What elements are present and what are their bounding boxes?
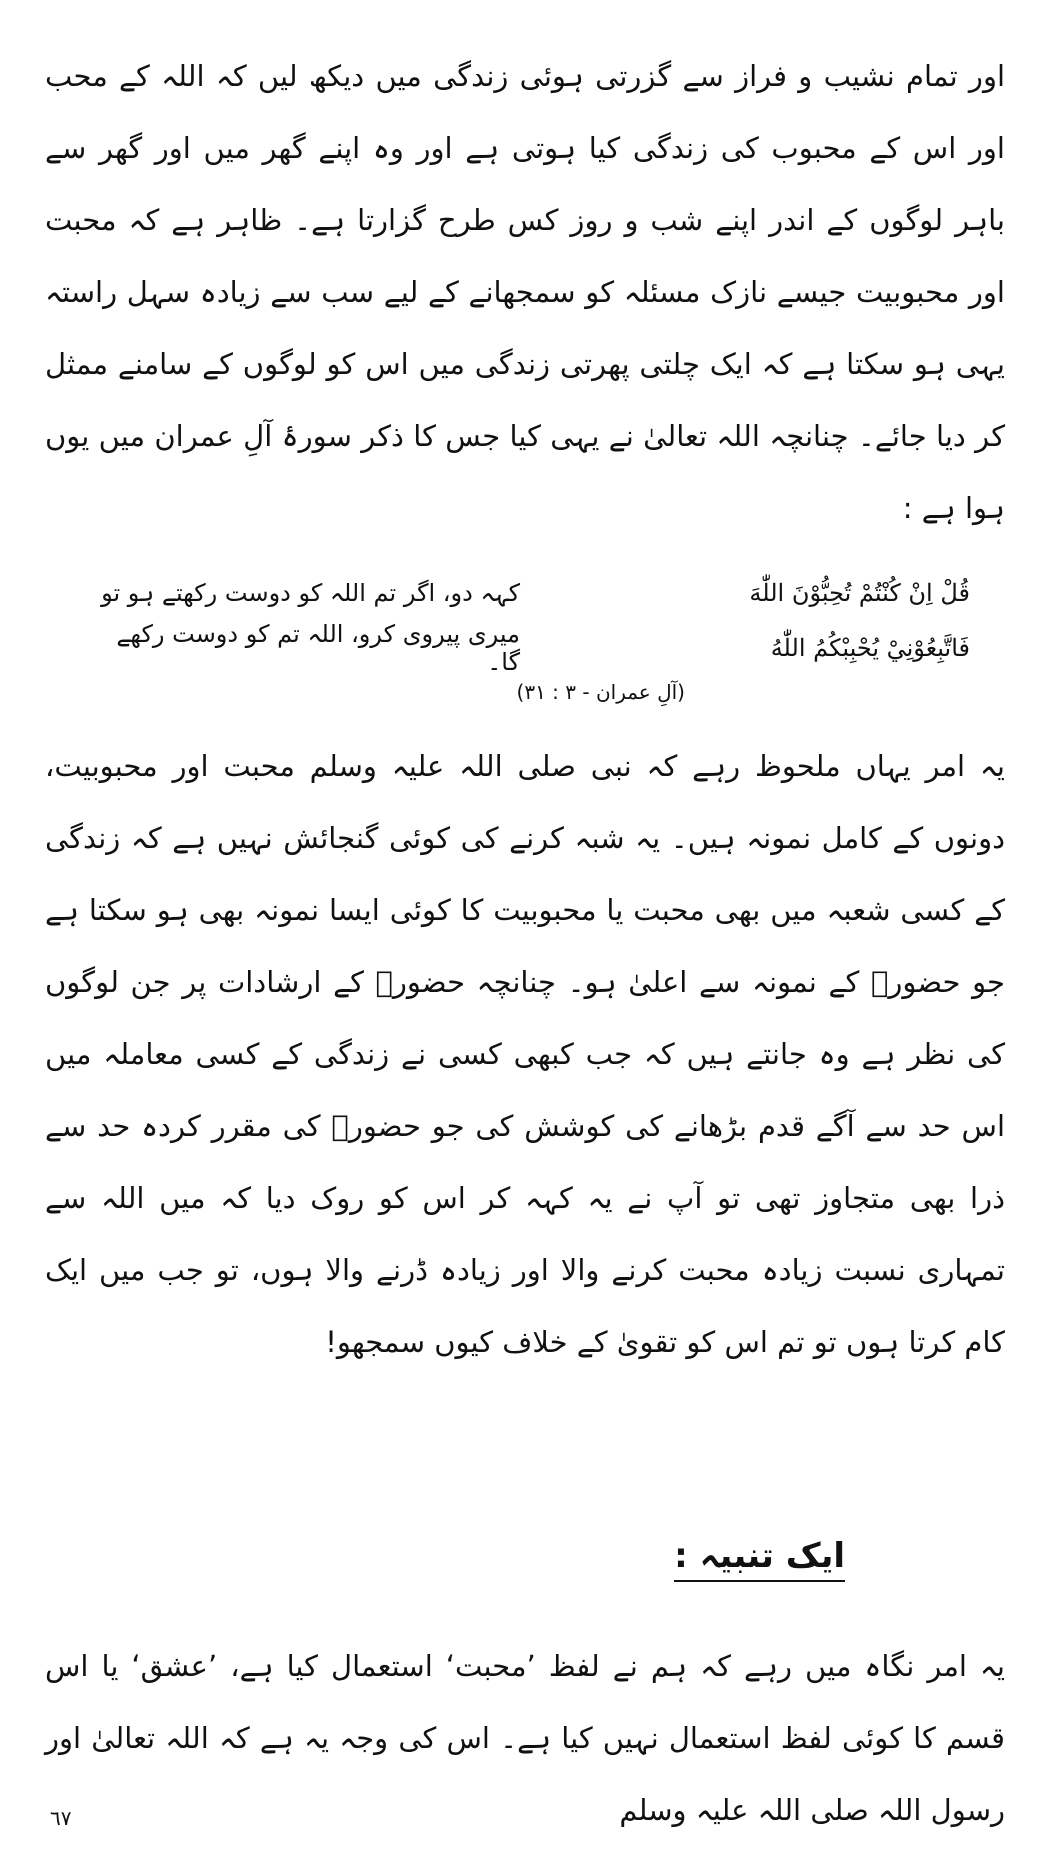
intro-paragraph: اور تمام نشیب و فراز سے گزرتی ہوئی زندگی میں دیکھ لیں کہ اللہ کے محب اور اس کے محبوب کی زندگی کیا ہوتی ہے اور وہ اپنے گھر میں اور گھر سے باہر لوگوں کے اندر اپنے شب و روز کس طرح گزارتا ہے۔ ظاہر ہے کہ محبت اور محبوبیت جیسے نازک مسئلہ کو سمجھانے کے لیے سب سے زیادہ سہل راستہ یہی ہو سکتا ہے کہ ایک چلتی پھرتی زندگی میں اس کو لوگوں کے سامنے ممثل کر دیا جائے۔ چنانچہ اللہ تعالیٰ نے یہی کیا جس کا ذکر سورۂ آلِ عمران میں یوں ہوا ہے : xyxy=(45,59,1005,525)
section-heading: ایک تنبیہ : xyxy=(674,1535,845,1582)
verse-arabic-2: فَاتَّبِعُوْنِيْ يُحْبِبْكُمُ اللّٰهُ xyxy=(770,633,970,662)
verse-row-1 xyxy=(90,565,970,620)
verse-arabic-1: قُلْ اِنْ كُنْتُمْ تُحِبُّوْنَ اللّٰهَ xyxy=(749,578,970,607)
verse-reference: (آلِ عمران - ۳ : ۳۱) xyxy=(516,680,685,704)
closing-paragraph: یہ امر نگاہ میں رہے کہ ہم نے لفظ ’محبت‘ استعمال کیا ہے، ’عشق‘ یا اس قسم کا کوئی لفظ استعمال نہیں کیا ہے۔ اس کی وجہ یہ ہے کہ اللہ تعالیٰ اور رسول اللہ صلی اللہ علیہ وسلم xyxy=(45,1649,1005,1827)
verse-translation-2: میری پیروی کرو، اللہ تم کو دوست رکھے گا۔ xyxy=(116,619,520,676)
verse-translation-1: کہہ دو، اگر تم اللہ کو دوست رکھتے ہو تو xyxy=(101,578,520,607)
quran-verse-block xyxy=(90,565,970,675)
verse-row-2 xyxy=(90,620,970,675)
body-paragraph: یہ امر یہاں ملحوظ رہے کہ نبی صلی اللہ علیہ وسلم محبت اور محبوبیت، دونوں کے کامل نمونہ ہیں۔ یہ شبہ کرنے کی کوئی گنجائش نہیں ہے کہ زندگی کے کسی شعبہ میں بھی محبت یا محبوبیت کا کوئی ایسا نمونہ بھی ہو سکتا ہے جو حضورؐ کے نمونہ سے اعلیٰ ہو۔ چنانچہ حضورؐ کے ارشادات پر جن لوگوں کی نظر ہے وہ جانتے ہیں کہ جب کبھی کسی نے زندگی کے کسی معاملہ میں اس حد سے آگے قدم بڑھانے کی کوشش کی جو حضورؐ کی مقرر کردہ حد سے ذرا بھی متجاوز تھی تو آپ نے یہ کہہ کر اس کو روک دیا کہ میں اللہ سے تمہاری نسبت زیادہ محبت کرنے والا اور زیادہ ڈرنے والا ہوں، تو جب میں ایک کام کرتا ہوں تو تم اس کو تقویٰ کے خلاف کیوں سمجھو! xyxy=(45,749,1005,1359)
page-number: ٦٧ xyxy=(50,1806,72,1830)
